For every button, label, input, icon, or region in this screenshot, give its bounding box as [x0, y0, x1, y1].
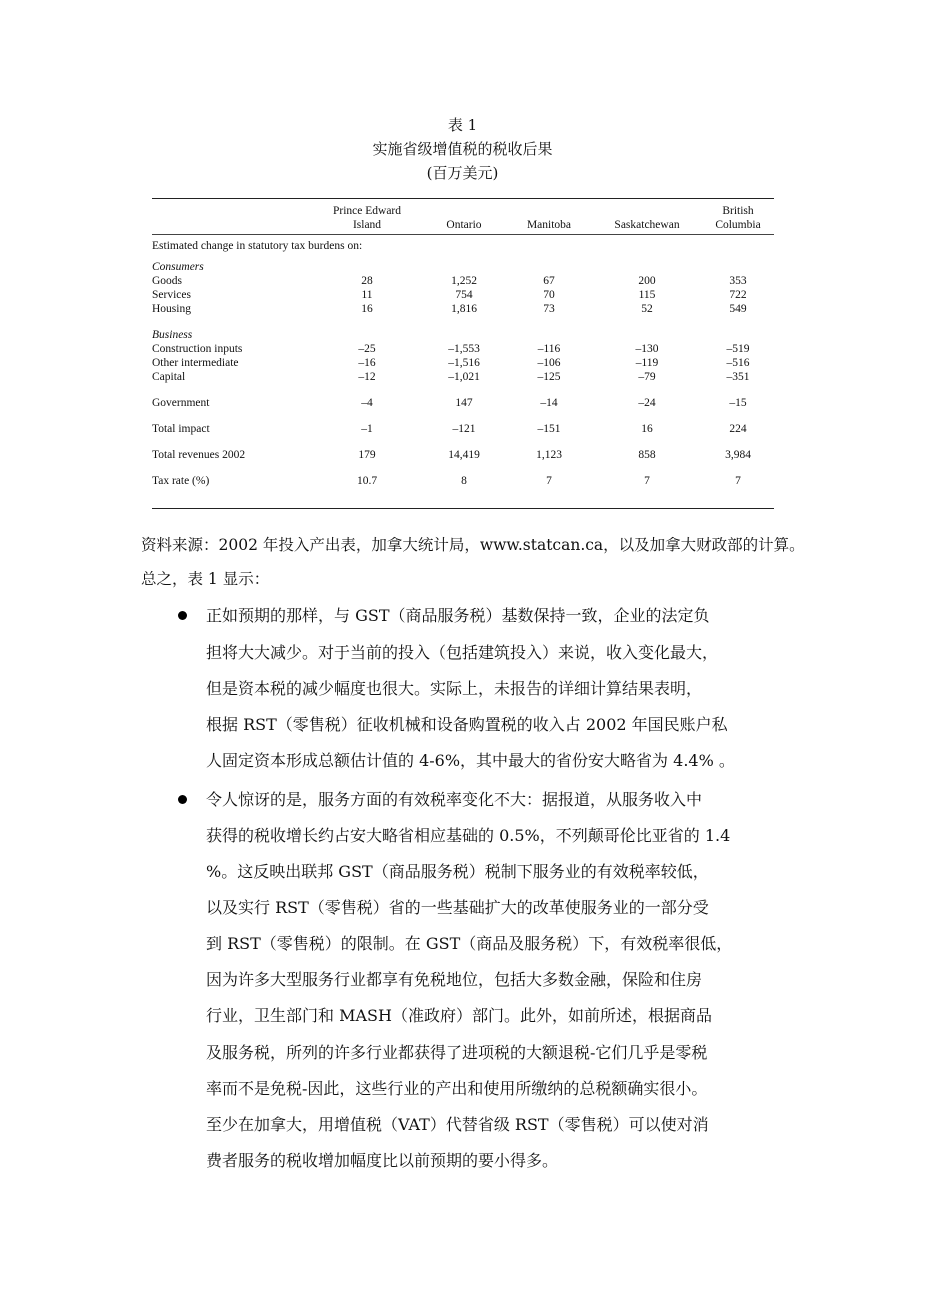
- cell-value: 224: [729, 423, 747, 435]
- cell-value: –125: [537, 371, 561, 383]
- cell-value: –1: [361, 423, 373, 435]
- cell-value: 16: [641, 423, 653, 435]
- cell-value: –119: [635, 357, 659, 369]
- table-unit: (百万美元): [426, 164, 499, 182]
- cell-value: –151: [537, 423, 561, 435]
- cell-value: 70: [543, 289, 555, 301]
- row-label: Construction inputs: [152, 343, 243, 355]
- cell-value: 722: [729, 289, 747, 301]
- bullet-line: 正如预期的那样，与 GST（商品服务税）基数保持一致，企业的法定负: [206, 606, 710, 625]
- cell-value: –25: [358, 343, 376, 355]
- group-row-consumers: [152, 260, 774, 274]
- bullet-dot-icon: [178, 795, 187, 804]
- cell-value: 67: [543, 275, 555, 287]
- header-bc: [702, 202, 774, 232]
- bullet-line: 人固定资本形成总额估计值的 4-6%，其中最大的省份安大略省为 4.4% 。: [206, 751, 735, 770]
- bullet-line: 至少在加拿大，用增值税（VAT）代替省级 RST（零售税）可以使对消: [206, 1115, 709, 1134]
- cell-value: –12: [358, 371, 376, 383]
- cell-value: 115: [638, 289, 656, 301]
- bullet-line: 根据 RST（零售税）征收机械和设备购置税的收入占 2002 年国民账户私: [206, 715, 728, 734]
- table-bottom-rule: [152, 508, 774, 509]
- row-label: Other intermediate: [152, 357, 239, 369]
- row-label: Goods: [152, 275, 183, 287]
- table-row: [152, 370, 774, 384]
- table-row: [152, 356, 774, 370]
- table-row: [152, 302, 774, 316]
- bullet-line: 行业，卫生部门和 MASH（准政府）部门。此外，如前所述，根据商品: [206, 1006, 712, 1025]
- row-label: Total revenues 2002: [152, 449, 246, 461]
- cell-value: 1,252: [451, 275, 477, 287]
- header-manitoba: Manitoba: [526, 219, 572, 231]
- header-bc-line1: British: [722, 205, 754, 217]
- row-label: Total impact: [152, 423, 210, 435]
- cell-value: 200: [638, 275, 656, 287]
- header-bc-line2: Columbia: [715, 219, 761, 231]
- cell-value: 8: [461, 475, 467, 487]
- table-row: [152, 474, 774, 488]
- table-top-rule: [152, 198, 774, 199]
- header-ontario: Ontario: [446, 219, 482, 231]
- cell-value: –79: [638, 371, 656, 383]
- cell-value: –14: [540, 397, 558, 409]
- cell-value: 7: [735, 475, 741, 487]
- cell-value: –519: [726, 343, 750, 355]
- cell-value: 549: [729, 303, 747, 315]
- cell-value: –116: [537, 343, 561, 355]
- bullet-line: 以及实行 RST（零售税）省的一些基础扩大的改革使服务业的一部分受: [206, 898, 709, 917]
- table-row: [152, 342, 774, 356]
- cell-value: 1,816: [451, 303, 477, 315]
- header-pei-line2: Island: [352, 219, 382, 231]
- cell-value: –4: [361, 397, 373, 409]
- bullet-line: 费者服务的税收增加幅度比以前预期的要小得多。: [206, 1151, 559, 1170]
- table-row: [152, 422, 774, 436]
- header-pei: [312, 202, 422, 232]
- cell-value: 7: [546, 475, 552, 487]
- row-label: Tax rate (%): [152, 475, 210, 487]
- cell-value: 73: [543, 303, 555, 315]
- cell-value: 7: [644, 475, 650, 487]
- group-consumers: Consumers: [152, 261, 204, 273]
- cell-value: –121: [452, 423, 476, 435]
- cell-value: 28: [361, 275, 373, 287]
- table-row: [152, 274, 774, 288]
- row-label: Housing: [152, 303, 191, 315]
- table-intro: Estimated change in statutory tax burdens on:: [152, 240, 363, 252]
- cell-value: –1,021: [448, 371, 480, 383]
- bullet-dot-icon: [178, 611, 187, 620]
- cell-value: –106: [537, 357, 561, 369]
- group-business: Business: [152, 329, 193, 341]
- bullet-line: 担将大大减少。对于当前的投入（包括建筑投入）来说，收入变化最大，: [206, 643, 719, 662]
- table-title: 实施省级增值税的税收后果: [372, 140, 553, 158]
- cell-value: –351: [726, 371, 750, 383]
- group-row-business: [152, 328, 774, 342]
- bullet-line: 获得的税收增长约占安大略省相应基础的 0.5%，不列颠哥伦比亚省的 1.4: [206, 826, 731, 845]
- bullet-line: 但是资本税的减少幅度也很大。实际上，未报告的详细计算结果表明，: [206, 679, 703, 698]
- bullet-line: 到 RST（零售税）的限制。在 GST（商品及服务税）下，有效税率很低，: [206, 934, 733, 953]
- table-header-row: [152, 202, 774, 232]
- row-label: Government: [152, 397, 210, 409]
- cell-value: –15: [729, 397, 747, 409]
- cell-value: 52: [641, 303, 653, 315]
- cell-value: 754: [455, 289, 473, 301]
- cell-value: 16: [361, 303, 373, 315]
- table-row: [152, 396, 774, 410]
- cell-value: –1,516: [448, 357, 480, 369]
- bullet-line: 令人惊讶的是，服务方面的有效税率变化不大：据报道，从服务收入中: [206, 790, 703, 809]
- cell-value: 147: [455, 397, 473, 409]
- cell-value: –1,553: [448, 343, 480, 355]
- cell-value: –24: [638, 397, 656, 409]
- summary-intro: 总之，表 1 显示：: [141, 570, 270, 588]
- table-row: [152, 288, 774, 302]
- bullet-line: 因为许多大型服务行业都享有免税地位，包括大多数金融，保险和住房: [206, 970, 703, 989]
- cell-value: 11: [361, 289, 373, 301]
- cell-value: –16: [358, 357, 376, 369]
- cell-value: 1,123: [536, 449, 562, 461]
- cell-value: –130: [635, 343, 659, 355]
- cell-value: –516: [726, 357, 750, 369]
- table-row: [152, 448, 774, 462]
- row-label: Capital: [152, 371, 186, 383]
- cell-value: 14,419: [448, 449, 480, 461]
- cell-value: 353: [729, 275, 747, 287]
- cell-value: 179: [358, 449, 376, 461]
- source-note: 资料来源：2002 年投入产出表，加拿大统计局，www.statcan.ca，以及加拿大财政部的计算。: [141, 536, 805, 554]
- bullet-line: 及服务税，所列的许多行业都获得了进项税的大额退税-它们几乎是零税: [206, 1043, 708, 1062]
- header-pei-line1: Prince Edward: [332, 205, 402, 217]
- table-intro-row: [152, 239, 774, 253]
- cell-value: 10.7: [356, 475, 378, 487]
- bullet-line: 率而不是免税-因此，这些行业的产出和使用所缴纳的总税额确实很小。: [206, 1079, 708, 1098]
- cell-value: 3,984: [725, 449, 751, 461]
- table-number: 表 1: [447, 116, 478, 134]
- row-label: Services: [152, 289, 191, 301]
- cell-value: 858: [638, 449, 656, 461]
- tax-data-table: [152, 202, 774, 488]
- header-saskatchewan: Saskatchewan: [614, 219, 680, 231]
- bullet-line: %。这反映出联邦 GST（商品服务税）税制下服务业的有效税率较低，: [206, 862, 709, 881]
- header-blank: [152, 202, 312, 232]
